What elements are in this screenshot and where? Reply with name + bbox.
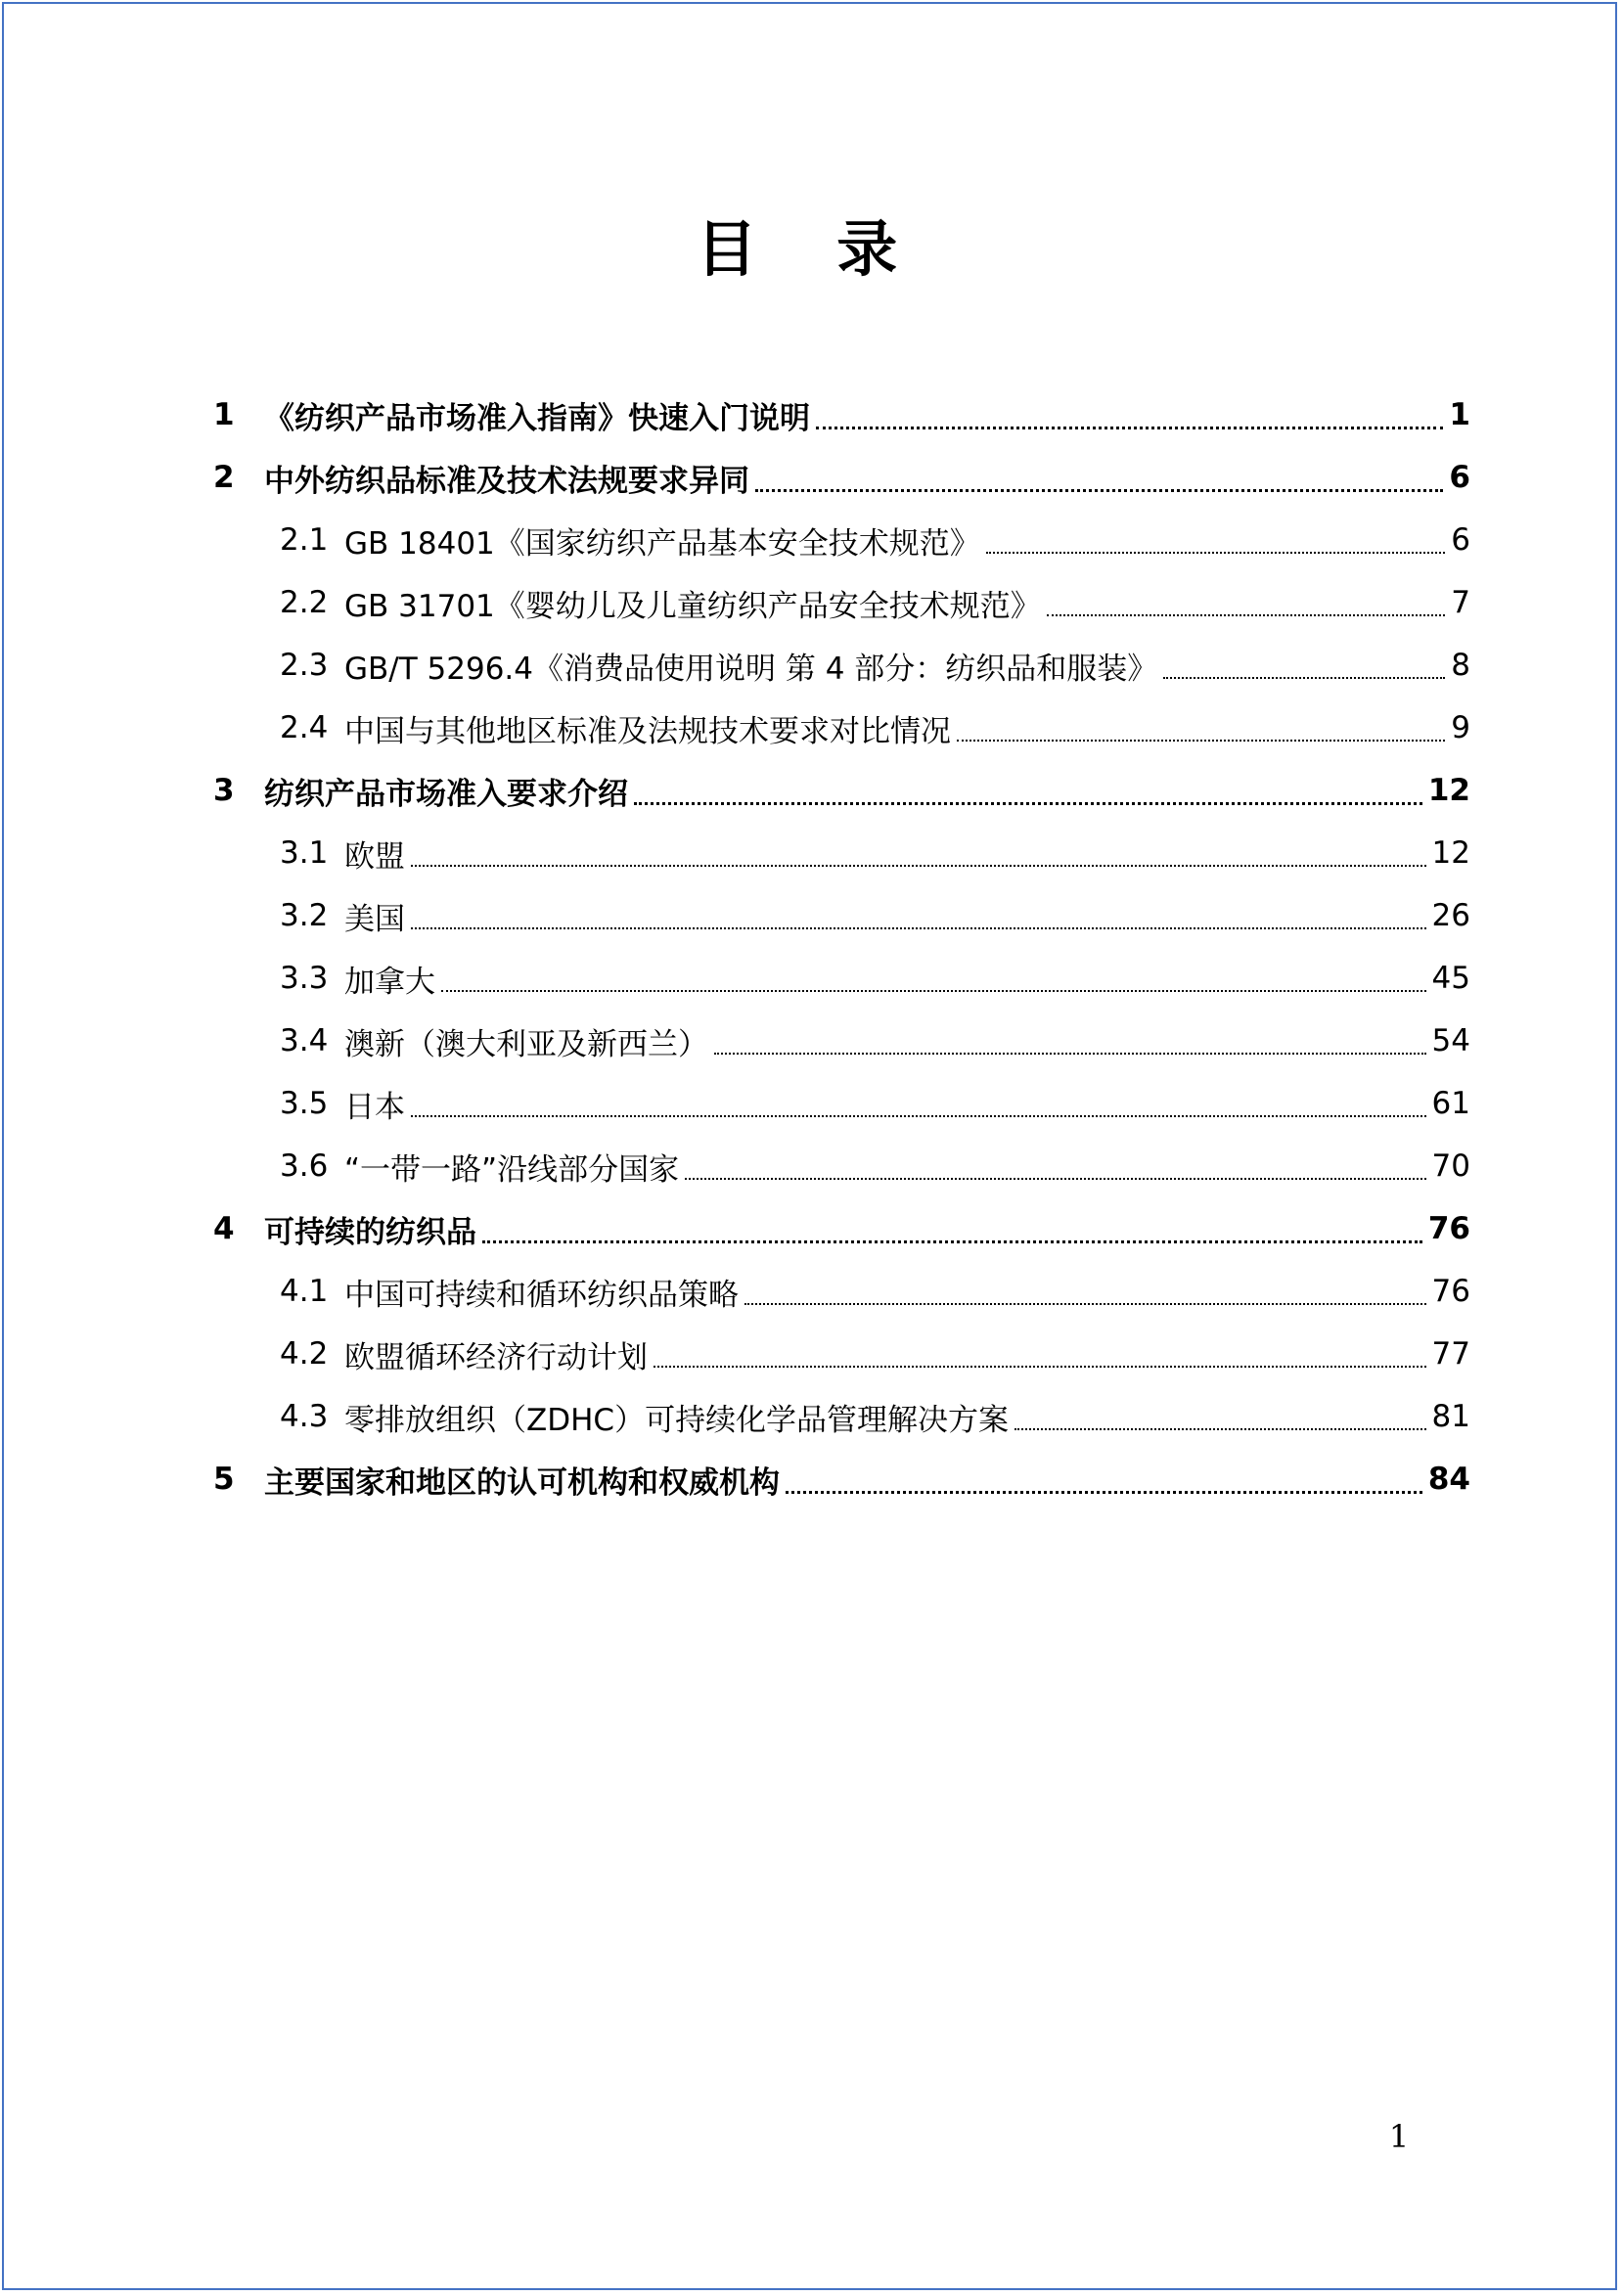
- toc-number: 4.1: [280, 1274, 329, 1309]
- toc-entry-5[interactable]: [0, 1448, 1470, 1510]
- toc-number: 3.4: [280, 1023, 329, 1058]
- toc-page-number: 70: [1431, 1148, 1470, 1184]
- toc-title: 零排放组织（ZDHC）可持续化学品管理解决方案: [344, 1402, 1010, 1438]
- toc-dot-leader: [685, 1145, 1425, 1180]
- toc-entry-4-2[interactable]: [0, 1323, 1470, 1385]
- toc-entry-3-2[interactable]: [0, 884, 1470, 947]
- toc-title: GB 18401《国家纺织产品基本安全技术规范》: [344, 525, 980, 562]
- toc-dot-leader: [755, 456, 1443, 492]
- toc-entry-3[interactable]: [0, 759, 1470, 822]
- toc-title: 主要国家和地区的认可机构和权威机构: [264, 1464, 780, 1501]
- toc-title: “一带一路”沿线部分国家: [344, 1151, 680, 1188]
- toc-dot-leader: [411, 894, 1426, 929]
- toc-dot-leader: [744, 1270, 1426, 1305]
- toc-title: 中外纺织品标准及技术法规要求异同: [264, 463, 749, 499]
- toc-title: 欧盟循环经济行动计划: [344, 1339, 648, 1375]
- toc-page-number: 6: [1451, 522, 1470, 558]
- toc-number: 1: [213, 397, 235, 432]
- toc-entry-4[interactable]: [0, 1197, 1470, 1260]
- toc-title: 可持续的纺织品: [264, 1214, 476, 1250]
- footer-page-number: 1: [1388, 2118, 1410, 2155]
- toc-number: 4.3: [280, 1399, 329, 1434]
- toc-entry-2-4[interactable]: [0, 697, 1470, 759]
- toc-page-number: 81: [1431, 1399, 1470, 1434]
- toc-number: 3: [213, 773, 235, 808]
- toc-page-number: 1: [1449, 397, 1470, 432]
- toc-number: 4.2: [280, 1336, 329, 1372]
- toc-dot-leader: [411, 1082, 1426, 1117]
- toc-page-number: 54: [1431, 1023, 1470, 1058]
- toc-title: 美国: [344, 901, 405, 937]
- toc-title: 澳新（澳大利亚及新西兰）: [344, 1026, 708, 1062]
- toc-number: 3.6: [280, 1148, 329, 1184]
- toc-number: 2.3: [280, 648, 329, 683]
- toc-dot-leader: [482, 1207, 1422, 1243]
- toc-title: GB/T 5296.4《消费品使用说明 第 4 部分：纺织品和服装》: [344, 651, 1158, 687]
- toc-title: 中国可持续和循环纺织品策略: [344, 1277, 739, 1313]
- toc-title: 纺织产品市场准入要求介绍: [264, 776, 628, 812]
- toc-entry-2[interactable]: [0, 446, 1470, 509]
- toc-entry-2-2[interactable]: [0, 571, 1470, 634]
- toc-entry-4-3[interactable]: [0, 1385, 1470, 1448]
- toc-page-number: 6: [1449, 460, 1470, 495]
- toc-entry-3-4[interactable]: [0, 1010, 1470, 1072]
- toc-number: 3.2: [280, 898, 329, 933]
- toc-page-number: 76: [1427, 1211, 1470, 1246]
- toc-dot-leader: [786, 1458, 1422, 1494]
- toc-number: 3.1: [280, 835, 329, 871]
- table-of-contents: [0, 383, 1623, 1510]
- toc-dot-leader: [1163, 644, 1445, 679]
- toc-title: 日本: [344, 1089, 405, 1125]
- toc-number: 4: [213, 1211, 235, 1246]
- toc-dot-leader: [1047, 581, 1446, 616]
- toc-page-number: 61: [1431, 1086, 1470, 1121]
- toc-entry-2-3[interactable]: [0, 634, 1470, 697]
- toc-title: 欧盟: [344, 838, 405, 875]
- toc-number: 2: [213, 460, 235, 495]
- toc-number: 2.2: [280, 585, 329, 620]
- toc-dot-leader: [816, 393, 1443, 429]
- toc-entry-2-1[interactable]: [0, 509, 1470, 571]
- toc-title: 加拿大: [344, 964, 435, 1000]
- toc-dot-leader: [411, 832, 1426, 867]
- toc-entry-1[interactable]: [0, 383, 1470, 446]
- toc-page-number: 77: [1431, 1336, 1470, 1372]
- toc-page-number: 12: [1431, 835, 1470, 871]
- page-title: 目 录: [696, 213, 927, 285]
- toc-number: 2.1: [280, 522, 329, 558]
- toc-dot-leader: [714, 1019, 1426, 1055]
- toc-page-number: 12: [1427, 773, 1470, 808]
- toc-number: 3.5: [280, 1086, 329, 1121]
- toc-number: 5: [213, 1462, 235, 1497]
- toc-dot-leader: [634, 769, 1422, 805]
- toc-page-number: 76: [1431, 1274, 1470, 1309]
- toc-title: GB 31701《婴幼儿及儿童纺织产品安全技术规范》: [344, 588, 1041, 624]
- toc-number: 3.3: [280, 961, 329, 996]
- toc-entry-4-1[interactable]: [0, 1260, 1470, 1323]
- toc-entry-3-6[interactable]: [0, 1135, 1470, 1197]
- toc-entry-3-1[interactable]: [0, 822, 1470, 884]
- toc-page-number: 8: [1451, 648, 1470, 683]
- toc-entry-3-5[interactable]: [0, 1072, 1470, 1135]
- toc-dot-leader: [1014, 1395, 1425, 1430]
- toc-page-number: 9: [1451, 710, 1470, 745]
- toc-dot-leader: [957, 706, 1445, 742]
- toc-page-number: 26: [1431, 898, 1470, 933]
- toc-entry-3-3[interactable]: [0, 947, 1470, 1010]
- toc-page-number: 7: [1451, 585, 1470, 620]
- toc-dot-leader: [986, 518, 1446, 554]
- toc-number: 2.4: [280, 710, 329, 745]
- toc-title: 中国与其他地区标准及法规技术要求对比情况: [344, 713, 951, 749]
- toc-title: 《纺织产品市场准入指南》快速入门说明: [264, 400, 810, 436]
- toc-dot-leader: [654, 1332, 1426, 1368]
- toc-dot-leader: [441, 957, 1426, 992]
- toc-page-number: 45: [1431, 961, 1470, 996]
- toc-page-number: 84: [1427, 1462, 1470, 1497]
